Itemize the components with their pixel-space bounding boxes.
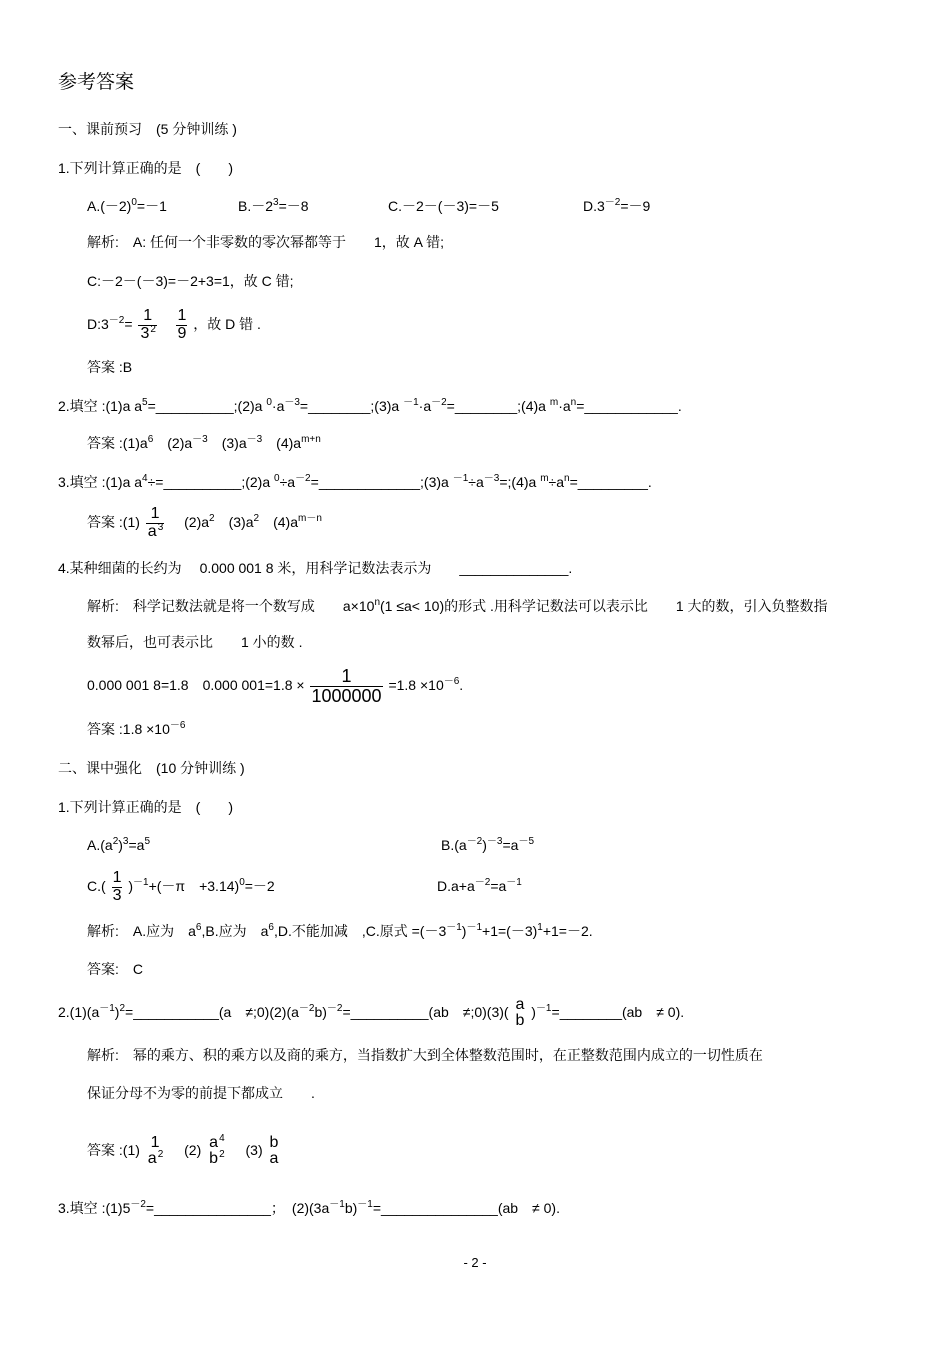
fraction: 1 $a^2$: [147, 1133, 164, 1168]
q1-option-b: $B.-2^3=-8$: [238, 197, 309, 214]
p1-option-a: $A.(a^2)^3=a^5$: [87, 836, 151, 853]
q4-analysis-1: 解析: 科学记数法就是将一个数写成 $a\times 10^n(1 \le a< 10)$的形式 .用科学记数法可以表示比 1 大的数，引入负整数指: [87, 597, 828, 614]
q4-answer: 答案 :1.8 $\times 10^{-6}$: [87, 720, 186, 737]
fraction: a b: [515, 995, 525, 1030]
q2-answer: 答案 $:(1)a^6$ $(2)a^{-3}$ $(3)a^{-3}$ $(4)a^{m+n}$: [87, 434, 321, 451]
fraction: $\frac{1}{3^2}$: [140, 307, 156, 342]
section-heading-1: 一、课前预习 (5 分钟训练 ): [58, 121, 237, 137]
q2-stem: 2.填空 :(1)a $a^5=\_\_\_\_\_\_\_\_\_\_;(2)a$ $^0\cdot a^{-3}=\_\_\_\_\_\_\_\_;(3)a$ $^{-1}\cdot a^{-2}=\_\_\_\_\_\_\_\_;(4)a$ $^m\cdot a^n=\_\_\_\_\_\_\_\_\_\_\_\_$.: [58, 397, 682, 414]
q1-stem: 1.下列计算正确的是 ( ): [58, 160, 233, 176]
fraction: $\frac{1}{3}$: [112, 869, 122, 904]
q4-stem: 4.某种细菌的长约为 0.000 001 8 米，用科学记数法表示为 ______________.: [58, 560, 573, 576]
q1-analysis-a: 解析: A: 任何一个非零数的零次幂都等于 1，故 A 错;: [87, 234, 445, 250]
q1-analysis-c: C:－2－(－3)=－2+3=1，故 C 错;: [87, 273, 294, 289]
q1-option-c: C.－2－(－3)=－5: [388, 198, 499, 214]
q1-option-a: $A.(-2)^0=-1$: [87, 197, 167, 214]
q3-answer: 答案 :(1) $\frac{1}{a^3}$ $(2)a^2$ $(3)a^2$ $(4)a^{m-n}$: [87, 505, 322, 540]
p1-analysis: 解析: A.应为 $a^6,B$.应为 $a^6,D$.不能加减 ,C.原式 $=(-3^{-1})^{-1}+1=(-3)^1+1=-2$.: [87, 922, 593, 939]
fraction: b a: [269, 1133, 279, 1168]
p3-stem: 3.填空 $:(1)5^{-2}=\_\_\_\_\_\_\_\_\_\_\_\_\_\_\_$； $(2)(3a^{-1}b)^{-1}=\_\_\_\_\_\_\_\_\_\_\_\_\_\_\_(ab$ ≠ 0).: [58, 1199, 560, 1216]
section-heading-2: 二、课中强化 (10 分钟训练 ): [58, 760, 245, 776]
p2-analysis-2: 保证分母不为零的前提下都成立 .: [87, 1085, 315, 1101]
fraction: $\frac{1}{1000000}$: [311, 665, 382, 706]
fraction: $a^4$ $b^2$: [209, 1132, 225, 1168]
q4-calculation: 0.000 001 8=1.8 0.000 001=1.8 × $\frac{1}{1000000}$ $=1.8 \times 10^{-6}$.: [87, 665, 464, 706]
fraction: $\frac{1}{a^3}$: [147, 505, 164, 540]
p1-answer: 答案: C: [87, 961, 143, 977]
p1-stem: 1.下列计算正确的是 ( ): [58, 799, 233, 815]
q1-analysis-d: $D:3^{-2}=$ $\frac{1}{3^2}$ $\frac{1}{9}$ ，故 D 错 .: [87, 307, 261, 342]
fraction: $\frac{1}{9}$: [177, 307, 187, 342]
p2-analysis-1: 解析: 幂的乘方、积的乘方以及商的乘方，当指数扩大到全体整数范围时，在正整数范围内成立的一切性质在: [87, 1047, 763, 1063]
q3-stem: 3.填空 :(1)a $a^4\div=\_\_\_\_\_\_\_\_\_\_;(2)a$ $^0\div a^{-2}=\_\_\_\_\_\_\_\_\_\_\_\_\_;(3)a$ $^{-1}\div a^{-3}=;(4)a$ $^m\div a^n=\_\_\_\_\_\_\_\_\_$.: [58, 473, 652, 490]
p2-stem: $2.(1)(a^{-1})^2=\_\_\_\_\_\_\_\_\_\_\_(a$ $\ne;0)(2)(a^{-2}b)^{-2}=\_\_\_\_\_\_\_\_\_\_(ab$ ≠;0)(3)( a b )$^{-1}$=________(ab ≠ 0).: [58, 995, 685, 1030]
p1-option-b: $B.(a^{-2})^{-3}=a^{-5}$: [441, 836, 535, 853]
page-title: 参考答案: [58, 72, 135, 93]
q1-option-d: $D.3^{-2}=-9$: [583, 197, 651, 214]
q4-analysis-2: 数幂后，也可表示比 1 小的数 .: [87, 634, 303, 650]
q1-answer: 答案 :B: [87, 359, 133, 375]
page-number: - 2 -: [463, 1255, 487, 1270]
p1-option-d: $D.a+a^{-2}=a^{-1}$: [437, 877, 522, 894]
p1-option-c: C.( $\frac{1}{3}$ )$^{-1}$+(－π +3.14)$^0$=－2: [87, 869, 275, 904]
p2-answer: 答案 :(1) 1 $a^2$ (2) $a^4$ $b^2$ (3) b a: [87, 1132, 279, 1168]
